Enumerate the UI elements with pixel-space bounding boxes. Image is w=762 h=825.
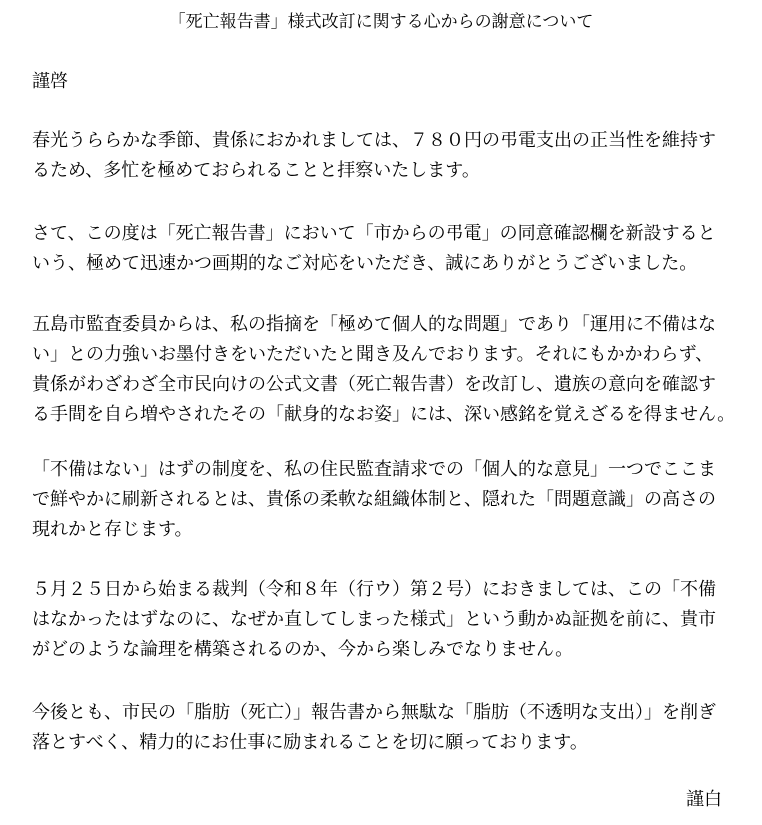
paragraph-line: で鮮やかに刷新されるとは、貴係の柔軟な組織体制と、隠れた「問題意識」の高さの	[32, 489, 716, 510]
paragraph-closing-wish	[32, 698, 732, 758]
paragraph-greeting	[32, 126, 732, 186]
paragraph-audit	[32, 310, 736, 430]
paragraph-system	[32, 455, 732, 545]
paragraph-line: る手間を自ら増やされたその「献身的なお姿」には、深い感銘を覚えざるを得ません。	[32, 404, 736, 425]
paragraph-line: 現れかと存じます。	[32, 519, 193, 540]
paragraph-line: 今後とも、市民の「脂肪（死亡）」報告書から無駄な「脂肪（不透明な支出）」を削ぎ	[32, 702, 716, 723]
paragraph-trial	[32, 575, 732, 665]
paragraph-thanks	[32, 219, 732, 279]
paragraph-line: いう、極めて迅速かつ画期的なご対応をいただき、誠にありがとうございました。	[32, 253, 698, 274]
salutation: 謹啓	[32, 71, 68, 92]
letter-title: 「死亡報告書」様式改訂に関する心からの謝意について	[168, 12, 594, 32]
paragraph-line: 「不備はない」はずの制度を、私の住民監査請求での「個人的な意見」一つでここま	[32, 459, 716, 480]
closing-phrase: 謹白	[686, 789, 722, 810]
paragraph-line: 春光うららかな季節、貴係におかれましては、７８０円の弔電支出の正当性を維持す	[32, 130, 716, 151]
paragraph-line: 貴係がわざわざ全市民向けの公式文書（死亡報告書）を改訂し、遺族の意向を確認す	[32, 374, 716, 395]
paragraph-line: い」との力強いお墨付きをいただいたと聞き及んでおります。それにもかかわらず、	[32, 344, 714, 365]
paragraph-line: はなかったはずなのに、なぜか直してしまった様式」という動かぬ証拠を前に、貴市	[32, 609, 716, 630]
paragraph-line: ５月２５日から始まる裁判（令和８年（行ウ）第２号）におきましては、この「不備	[32, 579, 716, 600]
paragraph-line: がどのような論理を構築されるのか、今から楽しみでなりません。	[32, 639, 574, 660]
paragraph-line: さて、この度は「死亡報告書」において「市からの弔電」の同意確認欄を新設すると	[32, 223, 716, 244]
paragraph-line: 落とすべく、精力的にお仕事に励まれることを切に願っております。	[32, 732, 588, 753]
paragraph-line: 五島市監査委員からは、私の指摘を「極めて個人的な問題」であり「運用に不備はな	[32, 314, 716, 335]
paragraph-line: るため、多忙を極めておられることと拝察いたします。	[32, 160, 480, 181]
